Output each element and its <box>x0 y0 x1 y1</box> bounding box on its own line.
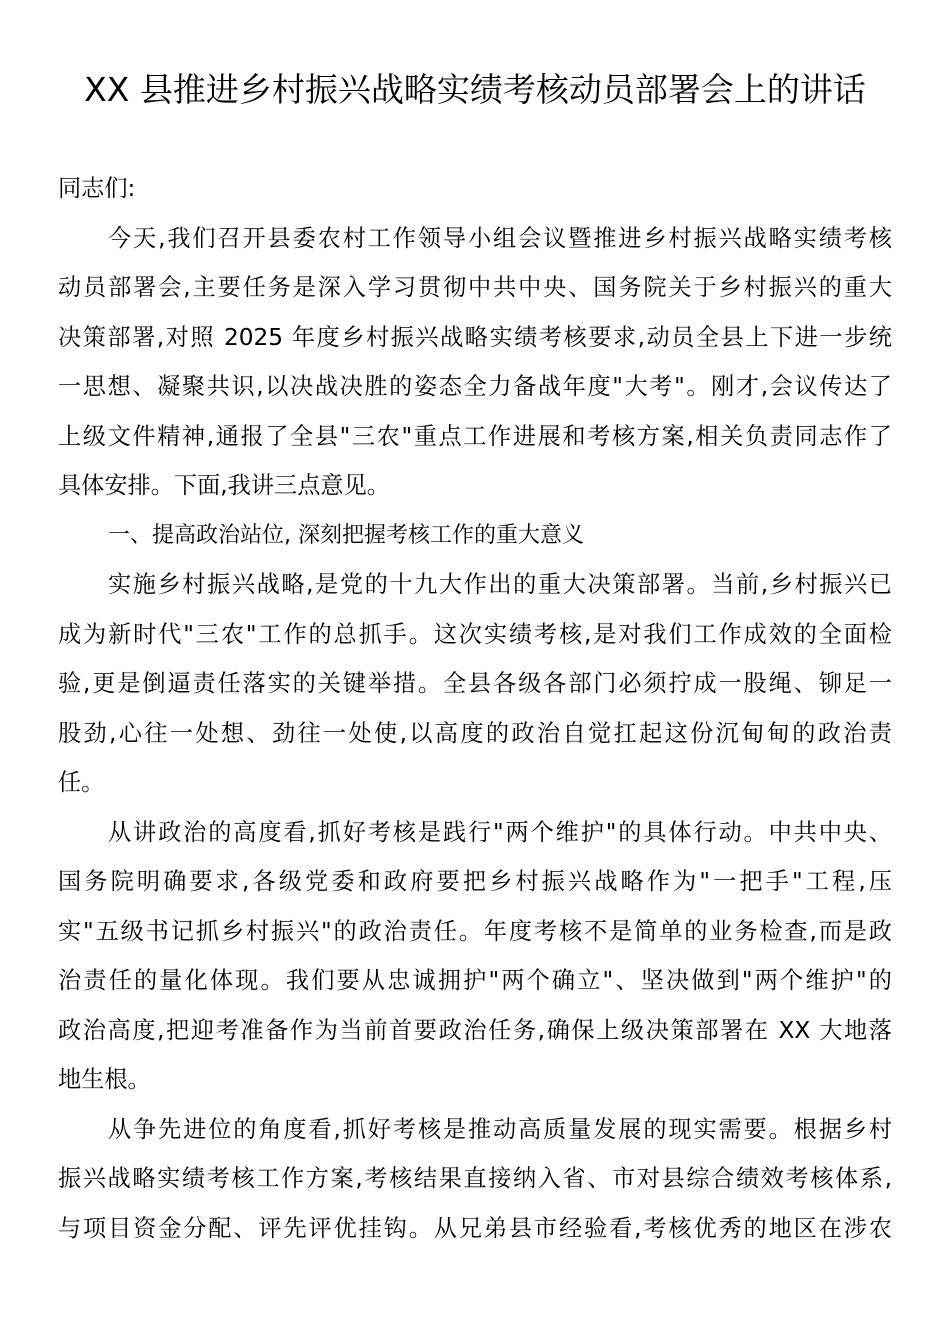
paragraph-opening <box>58 214 892 511</box>
paragraph-politics <box>58 808 892 1105</box>
text-line: 政治高度,把迎考准备作为当前首要政治任务,确保上级决策部署在 XX 大地落 <box>58 1016 892 1044</box>
text-line: 今天,我们召开县委农村工作领导小组会议暨推进乡村振兴战略实绩考核 <box>108 224 892 252</box>
text-line: 动员部署会,主要任务是深入学习贯彻中共中央、国务院关于乡村振兴的重大 <box>58 274 892 301</box>
text-line: 任。 <box>58 769 105 796</box>
text-line: 实"五级书记抓乡村振兴"的政治责任。年度考核不是简单的业务检查,而是政 <box>58 917 892 945</box>
section-heading-1 <box>58 511 892 561</box>
section-heading: 一、提高政治站位, 深刻把握考核工作的重大意义 <box>108 522 584 548</box>
text-line: 股劲,心往一处想、劲往一处使,以高度的政治自觉扛起这份沉甸甸的政治责 <box>58 719 892 747</box>
text-line: 振兴战略实绩考核工作方案,考核结果直接纳入省、市对县综合绩效考核体系, <box>58 1165 892 1192</box>
text-line: 决策部署,对照 2025 年度乡村振兴战略实绩考核要求,动员全县上下进一步统 <box>58 323 892 351</box>
text-line: 国务院明确要求,各级党委和政府要把乡村振兴战略作为"一把手"工程,压 <box>58 868 892 895</box>
text-line: 从争先进位的角度看,抓好考核是推动高质量发展的现实需要。根据乡村 <box>108 1115 892 1143</box>
document-body <box>58 164 892 1253</box>
text-line: 验,更是倒逼责任落实的关键举措。全县各级各部门必须拧成一股绳、铆足一 <box>58 670 892 697</box>
text-line: 从讲政治的高度看,抓好考核是践行"两个维护"的具体行动。中共中央、 <box>108 818 892 846</box>
document-title: XX 县推进乡村振兴战略实绩考核动员部署会上的讲话 <box>84 70 866 109</box>
text-line: 成为新时代"三农"工作的总抓手。这次实绩考核,是对我们工作成效的全面检 <box>58 620 892 648</box>
text-line: 上级文件精神,通报了全县"三农"重点工作进展和考核方案,相关负责同志作了 <box>58 422 892 450</box>
text-line: 地生根。 <box>58 1066 151 1093</box>
text-line: 治责任的量化体现。我们要从忠诚拥护"两个确立"、坚决做到"两个维护"的 <box>58 967 892 994</box>
salutation: 同志们: <box>58 175 136 202</box>
text-line: 一思想、凝聚共识,以决战决胜的姿态全力备战年度"大考"。刚才,会议传达了 <box>58 373 892 400</box>
text-line: 与项目资金分配、评先评优挂钩。从兄弟县市经验看,考核优秀的地区在涉农 <box>58 1214 892 1242</box>
paragraph-strategy <box>58 560 892 808</box>
text-line: 具体安排。下面,我讲三点意见。 <box>58 472 390 499</box>
paragraph-development <box>58 1105 892 1254</box>
text-line: 实施乡村振兴战略,是党的十九大作出的重大决策部署。当前,乡村振兴已 <box>108 571 892 598</box>
